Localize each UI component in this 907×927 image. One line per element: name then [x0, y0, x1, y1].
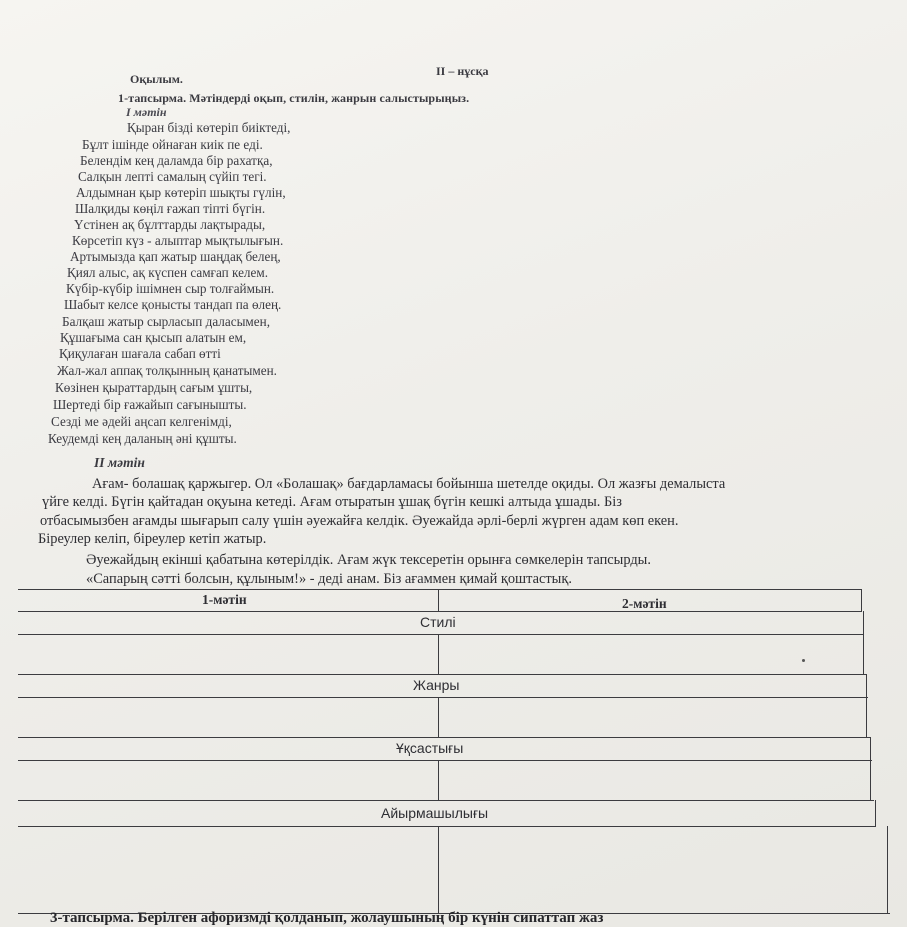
poem-line: Алдымнан қыр көтеріп шықты гүлін,	[76, 185, 286, 200]
section-title: Оқылым.	[130, 72, 183, 86]
poem-line: Үстінен ақ бұлттарды лақтырады,	[74, 217, 266, 232]
poem-line: Салқын лепті самалың сүйіп тегі.	[78, 169, 267, 184]
ink-dot	[802, 659, 805, 662]
poem-line: Құшағыма сан қысып алатын ем,	[60, 330, 247, 345]
poem-line: Сезді ме әдейі аңсап келгенімді,	[51, 414, 232, 429]
prose-line: үйге келді. Бүгін қайтадан оқуына кетеді. Ағам отыратын ұшақ бүгін кешкі алтыда ұшады. Біз	[42, 494, 622, 510]
prose-line: отбасымызбен ағамды шығарып салу үшін әуежайға келдік. Әуежайда әрлі-берлі жүрген адам көп екен.	[40, 513, 679, 529]
poem-line: Көзінен қыраттардың сағым ұшты,	[55, 380, 253, 395]
table-header-text2: 2-мәтін	[622, 596, 667, 611]
row-label-difference: Айырмашылығы	[381, 805, 489, 821]
prose-line: Ағам- болашақ қаржыгер. Ол «Болашақ» бағдарламасы бойынша шетелде оқиды. Ол жазғы демалыста	[92, 476, 726, 492]
text1-title: І мәтін	[126, 105, 167, 119]
text2-title: ІІ мәтін	[94, 455, 145, 470]
poem-line: Қыран бізді көтеріп биіктеді,	[127, 120, 291, 135]
poem-line: Артымызда қап жатыр шаңдақ белең,	[70, 249, 281, 264]
poem-line: Бұлт ішінде ойнаған киік пе еді.	[82, 137, 263, 152]
poem-line: Қиял алыс, ақ күспен самғап келем.	[67, 265, 268, 280]
prose-line: «Сапарың сәтті болсын, құлыным!» - деді анам. Біз ағаммен қимай қоштастық.	[86, 571, 572, 587]
task3-instruction: 3-тапсырма. Берілген афоризмді қолданып, жолаушының бір күнін сипаттап жаз	[50, 910, 604, 926]
task1-instruction: 1-тапсырма. Мәтіндерді оқып, стилін, жанрын салыстырыңыз.	[118, 91, 470, 105]
row-label-similarity: Ұқсастығы	[396, 740, 464, 756]
prose-line: Әуежайдың екінші қабатына көтерілдік. Ағам жүк тексеретін орынға сөмкелерін тапсырды.	[86, 552, 651, 568]
row-label-genre: Жанры	[413, 677, 460, 693]
poem-line: Белендім кең даламда бір рахатқа,	[80, 153, 273, 168]
poem-line: Шабыт келсе қонысты тандап па өлең.	[64, 297, 282, 312]
poem-line: Күбір-күбір ішімнен сыр толғаймын.	[66, 281, 275, 296]
poem-line: Қиқулаған шағала сабап өтті	[59, 346, 221, 361]
table-header-text1: 1-мәтін	[202, 592, 247, 607]
poem-line: Шалқиды көңіл ғажап тіпті бүгін.	[75, 201, 266, 216]
poem-line: Кеудемді кең даланың әні құшты.	[48, 431, 237, 446]
poem-line: Балқаш жатыр сырласып даласымен,	[62, 314, 270, 329]
prose-line: Біреулер келіп, біреулер кетіп жатыр.	[38, 531, 267, 547]
row-label-style: Стилі	[420, 614, 456, 630]
poem-line: Шертеді бір ғажайып сағынышты.	[53, 397, 247, 412]
variant-label: II – нұсқа	[436, 64, 489, 78]
poem-line: Жал-жал аппақ толқынның қанатымен.	[57, 363, 277, 378]
poem-line: Көрсетіп күз - алыптар мықтылығын.	[72, 233, 284, 248]
